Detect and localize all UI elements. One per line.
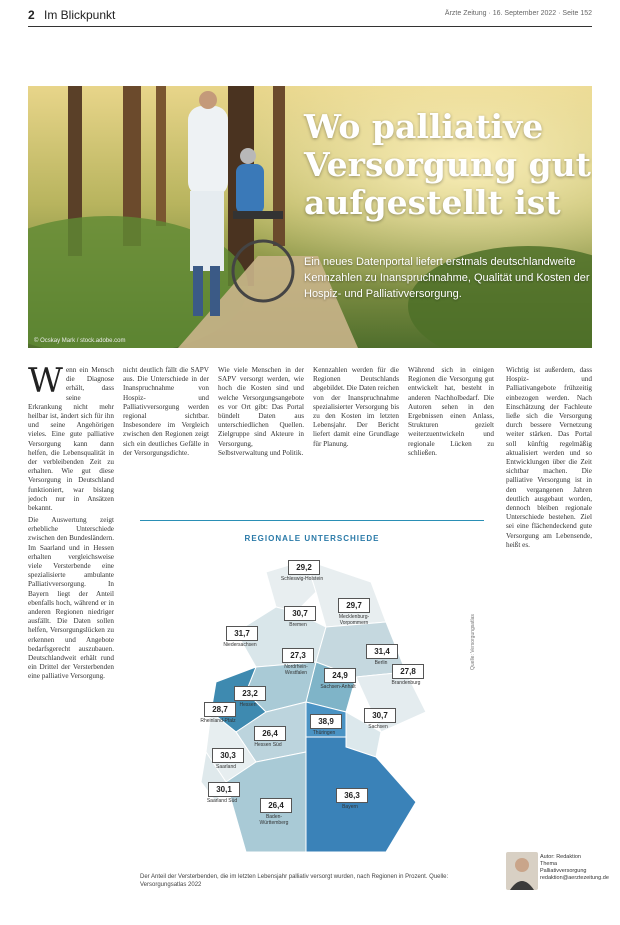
region-value: 31,7	[226, 626, 258, 641]
hero-image	[28, 86, 592, 348]
map-source: Quelle: Versorgungsatlas	[470, 614, 476, 670]
article-column-right	[506, 366, 592, 878]
teaser: Ein neues Datenportal liefert erstmals deutschlandweite Kennzahlen zu Inanspruchnahme, Qualität und Kosten der Hospiz- und Palliativversorgung.	[304, 256, 590, 300]
column-text: Wichtig ist außerdem, dass Hospiz- und Palliativangebote frühzeitig einbezogen werden. Nach Einschätzung der Fachleute ließe sich die Versorgung durch bessere Vernetzung weiter stärken. Das Portal soll künftig regelmäßig aktualisiert werden und so Entwicklungen über die Zeit sichtbar machen. Die palliative Versorgung ist in den vergangenen Jahren deutlich ausgebaut worden, dennoch bleiben regionale Unterschiede bestehen. Ziel sei eine flächendeckend gute Versorgung am Lebensende, heißt es.	[506, 366, 592, 549]
author-email[interactable]: redaktion@aerztezeitung.de	[540, 875, 609, 881]
region-value: 30,7	[364, 708, 396, 723]
region-label: Hessen	[239, 702, 257, 708]
section-title: Im Blickpunkt	[44, 8, 116, 22]
region-value: 23,2	[234, 686, 266, 701]
region-label: Thüringen	[312, 730, 336, 736]
region-value: 31,4	[366, 644, 398, 659]
author-info	[540, 854, 609, 882]
article-column-2	[123, 366, 209, 516]
region-label: Saarland	[215, 764, 236, 770]
article-column-3	[218, 366, 304, 516]
region-value: 24,9	[324, 668, 356, 683]
region-value: 29,2	[288, 560, 320, 575]
region-label: Niedersachsen	[223, 642, 257, 648]
column-text: Kennzahlen werden für die Regionen Deutschlands abgebildet. Die Daten reichen von der Inanspruchnahme spezialisierter Versorgung bis zu den Kosten im letzten Lebensjahr. Der Bericht liefert damit eine Grundlage für Planung.	[313, 366, 399, 448]
author-photo	[506, 852, 538, 890]
region-value: 38,9	[310, 714, 342, 729]
article-column-5	[408, 366, 494, 516]
region-label: Saarland Süd	[206, 798, 238, 804]
column-text: nicht deutlich fällt die SAPV aus. Die Unterschiede in der Inanspruchnahme von Hospiz- und Palliativversorgung werden regional sichtbar. Insbesondere im Vergleich zwischen den Regionen zeigt sich ein deutliches Gefälle in der Versorgungsdichte.	[123, 366, 209, 457]
column-text: Wie viele Menschen in der SAPV versorgt werden, wie hoch die Kosten sind und welche Versorgungsangebote es vor Ort gibt: Das Portal bündelt Daten aus unterschiedlichen Quellen. Zielgruppe sind Akteure in Versorgung, Selbstverwaltung und Politik.	[218, 366, 304, 457]
region-label: Nordrhein-Westfalen	[284, 664, 308, 676]
region-value: 36,3	[336, 788, 368, 803]
region-label: Brandenburg	[391, 680, 421, 686]
divider	[140, 520, 484, 521]
drop-cap: W	[28, 366, 63, 401]
germany-map	[196, 552, 436, 867]
author-line: Thema Palliativversorgung	[540, 861, 587, 874]
region-label: Baden-Württemberg	[259, 814, 289, 826]
headline: Wo palliative Versorgung gut aufgestellt ist	[304, 107, 591, 222]
region-value: 29,7	[338, 598, 370, 613]
region-label: Schleswig-Holstein	[280, 576, 324, 582]
author-line: Autor: Redaktion	[540, 854, 581, 860]
region-value: 26,4	[254, 726, 286, 741]
figure-caption: Der Anteil der Versterbenden, die im letzten Lebensjahr palliativ versorgt wurden, nach Regionen in Prozent. Quelle: Versorgungsatlas 2022	[140, 874, 449, 888]
map-title: REGIONALE UNTERSCHIEDE	[244, 534, 380, 543]
page-number: 2	[28, 8, 35, 22]
region-value: 27,8	[392, 664, 424, 679]
region-label: Bayern	[342, 804, 358, 810]
region-label: Sachsen-Anhalt	[320, 684, 356, 690]
region-value: 28,7	[204, 702, 236, 717]
region-label: Bremen	[289, 622, 307, 628]
page-header	[28, 6, 592, 27]
region-label: Rheinland-Pfalz	[200, 718, 236, 724]
region-value: 30,1	[208, 782, 240, 797]
issue-line: Ärzte Zeitung · 16. September 2022 · Seite 152	[444, 10, 592, 17]
author-box	[506, 852, 609, 892]
region-label: Mecklenburg-Vorpommern	[338, 614, 370, 626]
region-value: 26,4	[260, 798, 292, 813]
column-text: enn ein Mensch die Diagnose erhält, dass seine Erkrankung nicht mehr heilbar ist, ändert sich für ihn und seine Angehörigen vieles. Eine gute palliative Versorgung kann dann helfen, die Lebensqualität in der verbleibenden Zeit zu erhalten. Wie gut diese Versorgung in Deutschland funktioniert, war bislang jedoch nur in Ansätzen bekannt.	[28, 366, 114, 513]
region-value: 30,7	[284, 606, 316, 621]
article-column-left	[28, 516, 114, 878]
photo-credit: © Ocskay Mark / stock.adobe.com	[34, 338, 126, 344]
article-column-1	[28, 366, 114, 516]
region-value: 30,3	[212, 748, 244, 763]
article-column-4	[313, 366, 399, 516]
region-value: 27,3	[282, 648, 314, 663]
column-text: Während sich in einigen Regionen die Versorgung gut entwickelt hat, besteht in anderen Nachholbedarf. Die Autoren sehen in den Ergebnissen einen Anlass, Strukturen gezielt weiterzuentwickeln und regionale Lücken zu schließen.	[408, 366, 494, 457]
column-text: Die Auswertung zeigt erhebliche Unterschiede zwischen den Bundesländern. Im Saarland und in Hessen erhalten vergleichsweise viele Versterbende eine spezialisierte ambulante Palliativversorgung. In Bayern liegt der Anteil ebenfalls hoch, während er in anderen Regionen niedriger ausfällt. Die Daten sollen helfen, Versorgungslücken zu erkennen und Angebote bedarfsgerecht auszubauen. Deutschlandweit erhält rund ein Drittel der Versterbenden eine palliative Versorgung.	[28, 516, 114, 681]
region-label: Sachsen	[368, 724, 388, 730]
region-label: Berlin	[374, 660, 388, 666]
region-label: Hessen Süd	[254, 742, 282, 748]
